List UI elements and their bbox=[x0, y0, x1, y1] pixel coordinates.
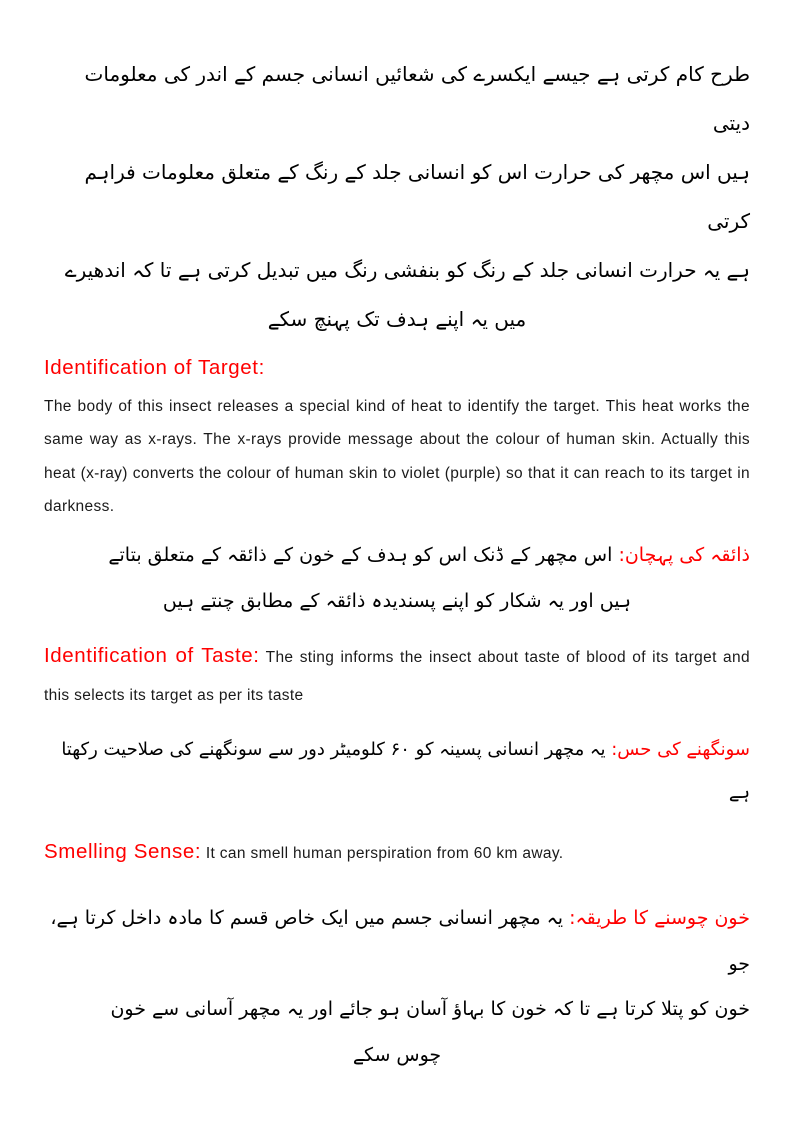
spacer bbox=[44, 814, 750, 830]
section-smelling-sense bbox=[44, 830, 750, 874]
urdu-line: میں یہ اپنے ہدف تک پہنچ سکے bbox=[267, 307, 527, 331]
urdu-line: ہیں اس مچھر کی حرارت اس کو انسانی جلد کے رنگ کے متعلق معلومات فراہم کرتی bbox=[84, 160, 750, 233]
urdu-line: ہے یہ حرارت انسانی جلد کے رنگ کو بنفشی رنگ میں تبدیل کرتی ہے تا کہ اندھیرے bbox=[64, 258, 750, 282]
heading-identification-of-taste: Identification of Taste: bbox=[44, 644, 260, 668]
urdu-section-zaiqa-ki-pehchan bbox=[44, 533, 750, 624]
spacer bbox=[44, 874, 750, 896]
spacer bbox=[44, 523, 750, 533]
section-identification-of-target bbox=[44, 356, 750, 523]
urdu-line: چوس سکے bbox=[352, 1044, 442, 1067]
heading-smelling-sense: Smelling Sense: bbox=[44, 840, 202, 864]
urdu-line: یہ مچھر انسانی پسینہ کو ۶۰ کلومیٹر دور سے سونگھنے کی صلاحیت رکھتا ہے bbox=[61, 738, 750, 803]
urdu-label-soonghne-ki-hiss: سونگھنے کی حس: bbox=[611, 738, 750, 760]
urdu-line: طرح کام کرتی ہے جیسے ایکسرے کی شعائیں انسانی جسم کے اندر کی معلومات دیتی bbox=[84, 62, 750, 135]
spacer bbox=[44, 346, 750, 356]
urdu-line: خون کو پتلا کرتا ہے تا کہ خون کا بہاؤ آسان ہو جائے اور یہ مچھر آسانی سے خون bbox=[110, 998, 750, 1021]
spacer bbox=[44, 380, 750, 390]
urdu-paragraph-intro bbox=[44, 50, 750, 344]
urdu-section-khoon-chusne-ka-tareeqa bbox=[44, 896, 750, 1078]
urdu-line: ہیں اور یہ شکار کو اپنے پسندیدہ ذائقہ کے مطابق چنتے ہیں bbox=[162, 589, 632, 612]
body-smelling-sense: It can smell human perspiration from 60 km away. bbox=[205, 845, 564, 863]
urdu-line: اس مچھر کے ڈنک اس کو ہدف کے خون کے ذائقہ کے متعلق بتاتے bbox=[108, 544, 613, 567]
document-content bbox=[44, 50, 750, 1079]
body-identification-of-target: The body of this insect releases a special kind of heat to identify the target. This heat works the same way as x-rays. The x-rays provide message about the colour of human skin. Actually this heat (x-ray) converts the colour of human skin to violet (purple) so that it can reach to its target in darkness. bbox=[44, 398, 750, 515]
section-identification-of-taste bbox=[44, 634, 750, 711]
urdu-section-soonghne-ki-hiss bbox=[44, 728, 750, 814]
urdu-label-zaiqa-ki-pehchan: ذائقہ کی پہچان: bbox=[618, 544, 750, 567]
body-identification-of-taste: The sting informs the insect about taste of blood of its target and this selects its target as per its taste bbox=[44, 649, 750, 704]
heading-identification-of-target: Identification of Target: bbox=[44, 356, 265, 379]
spacer bbox=[44, 712, 750, 728]
urdu-line: یہ مچھر انسانی جسم میں ایک خاص قسم کا مادہ داخل کرتا ہے، جو bbox=[50, 907, 750, 975]
spacer bbox=[44, 624, 750, 634]
urdu-label-khoon-chusne-ka-tareeqa: خون چوسنے کا طریقہ: bbox=[569, 907, 750, 930]
